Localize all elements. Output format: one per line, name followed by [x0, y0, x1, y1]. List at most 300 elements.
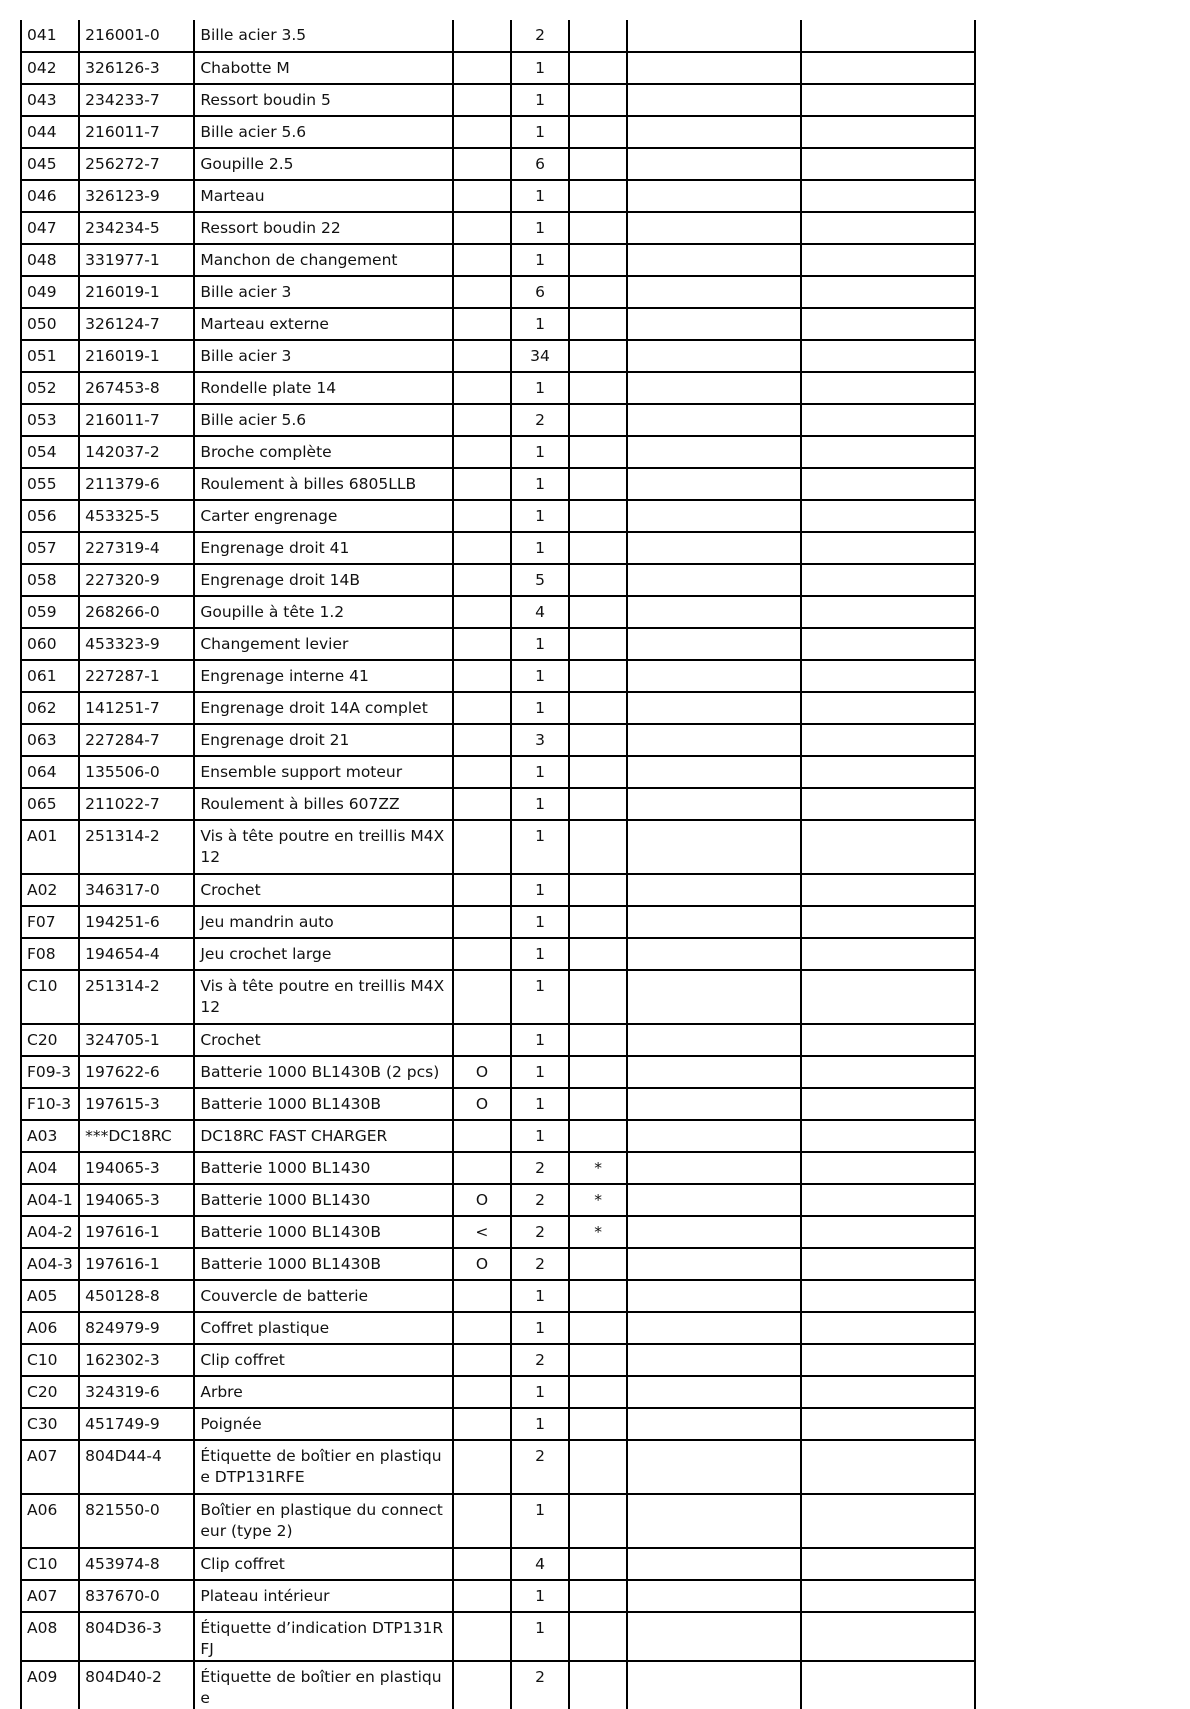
table-row	[21, 340, 975, 372]
note-cell	[453, 1120, 511, 1152]
empty-cell	[801, 500, 975, 532]
table-row	[21, 1376, 975, 1408]
note-cell	[453, 564, 511, 596]
empty-cell	[801, 532, 975, 564]
description-cell: Jeu crochet large	[194, 938, 453, 970]
ref-no-cell: A04-1	[21, 1184, 79, 1216]
note-cell	[453, 500, 511, 532]
table-row	[21, 116, 975, 148]
ref-no-cell: 045	[21, 148, 79, 180]
empty-cell	[801, 938, 975, 970]
part-no-cell: 216011-7	[79, 404, 194, 436]
empty-cell	[801, 660, 975, 692]
part-no-cell: 197616-1	[79, 1216, 194, 1248]
table-row	[21, 1580, 975, 1612]
empty-cell	[627, 212, 800, 244]
empty-cell	[801, 468, 975, 500]
ref-no-cell: 056	[21, 500, 79, 532]
table-row	[21, 596, 975, 628]
note-cell	[453, 180, 511, 212]
empty-cell	[801, 308, 975, 340]
empty-cell	[627, 1056, 800, 1088]
mark-cell	[569, 468, 627, 500]
note-cell	[453, 628, 511, 660]
description-cell: Poignée	[194, 1408, 453, 1440]
part-no-cell: 216019-1	[79, 276, 194, 308]
mark-cell	[569, 340, 627, 372]
ref-no-cell: C10	[21, 970, 79, 1024]
part-no-cell: 227287-1	[79, 660, 194, 692]
note-cell	[453, 372, 511, 404]
table-row	[21, 820, 975, 874]
quantity-cell: 2	[511, 1184, 569, 1216]
description-cell: Couvercle de batterie	[194, 1280, 453, 1312]
description-cell: Rondelle plate 14	[194, 372, 453, 404]
mark-cell: *	[569, 1184, 627, 1216]
ref-no-cell: 043	[21, 84, 79, 116]
empty-cell	[801, 340, 975, 372]
note-cell	[453, 596, 511, 628]
mark-cell	[569, 84, 627, 116]
quantity-cell: 2	[511, 1248, 569, 1280]
description-cell: Clip coffret	[194, 1548, 453, 1580]
ref-no-cell: 059	[21, 596, 79, 628]
empty-cell	[801, 906, 975, 938]
quantity-cell: 2	[511, 20, 569, 52]
quantity-cell: 1	[511, 1312, 569, 1344]
description-cell: Jeu mandrin auto	[194, 906, 453, 938]
description-cell: Roulement à billes 607ZZ	[194, 788, 453, 820]
note-cell	[453, 404, 511, 436]
mark-cell	[569, 276, 627, 308]
table-row	[21, 1280, 975, 1312]
mark-cell	[569, 212, 627, 244]
description-cell: Batterie 1000 BL1430	[194, 1184, 453, 1216]
empty-cell	[627, 1280, 800, 1312]
quantity-cell: 1	[511, 692, 569, 724]
ref-no-cell: A07	[21, 1580, 79, 1612]
empty-cell	[801, 1580, 975, 1612]
part-no-cell: 453974-8	[79, 1548, 194, 1580]
table-row	[21, 970, 975, 1024]
quantity-cell: 1	[511, 180, 569, 212]
description-cell: Clip coffret	[194, 1344, 453, 1376]
table-row	[21, 1152, 975, 1184]
quantity-cell: 1	[511, 1376, 569, 1408]
ref-no-cell: 058	[21, 564, 79, 596]
ref-no-cell: A01	[21, 820, 79, 874]
part-no-cell: 141251-7	[79, 692, 194, 724]
description-cell: Goupille à tête 1.2	[194, 596, 453, 628]
ref-no-cell: F10-3	[21, 1088, 79, 1120]
note-cell	[453, 1408, 511, 1440]
description-cell: Étiquette d’indication DTP131RFJ	[194, 1612, 453, 1661]
description-cell: Engrenage droit 14A complet	[194, 692, 453, 724]
note-cell	[453, 20, 511, 52]
table-row	[21, 1184, 975, 1216]
empty-cell	[801, 1661, 975, 1709]
quantity-cell: 1	[511, 244, 569, 276]
ref-no-cell: 061	[21, 660, 79, 692]
note-cell	[453, 692, 511, 724]
empty-cell	[627, 1580, 800, 1612]
description-cell: Marteau externe	[194, 308, 453, 340]
description-cell: Ensemble support moteur	[194, 756, 453, 788]
note-cell	[453, 1376, 511, 1408]
table-row	[21, 1056, 975, 1088]
mark-cell	[569, 1280, 627, 1312]
note-cell	[453, 84, 511, 116]
table-row	[21, 1612, 975, 1661]
empty-cell	[627, 1024, 800, 1056]
mark-cell	[569, 1661, 627, 1709]
part-no-cell: 268266-0	[79, 596, 194, 628]
empty-cell	[627, 532, 800, 564]
ref-no-cell: 042	[21, 52, 79, 84]
description-cell: Bille acier 3.5	[194, 20, 453, 52]
table-row	[21, 212, 975, 244]
part-no-cell: 804D44-4	[79, 1440, 194, 1494]
empty-cell	[627, 52, 800, 84]
empty-cell	[801, 1024, 975, 1056]
quantity-cell: 2	[511, 1440, 569, 1494]
quantity-cell: 1	[511, 1408, 569, 1440]
table-row	[21, 628, 975, 660]
empty-cell	[627, 1088, 800, 1120]
part-no-cell: 194065-3	[79, 1152, 194, 1184]
ref-no-cell: A03	[21, 1120, 79, 1152]
note-cell	[453, 212, 511, 244]
description-cell: Vis à tête poutre en treillis M4X12	[194, 970, 453, 1024]
ref-no-cell: 053	[21, 404, 79, 436]
ref-no-cell: F08	[21, 938, 79, 970]
empty-cell	[801, 1120, 975, 1152]
empty-cell	[801, 148, 975, 180]
empty-cell	[801, 436, 975, 468]
part-no-cell: 227284-7	[79, 724, 194, 756]
note-cell	[453, 756, 511, 788]
part-no-cell: 135506-0	[79, 756, 194, 788]
table-row	[21, 372, 975, 404]
ref-no-cell: 063	[21, 724, 79, 756]
mark-cell	[569, 148, 627, 180]
empty-cell	[627, 1184, 800, 1216]
empty-cell	[627, 596, 800, 628]
table-row	[21, 1312, 975, 1344]
empty-cell	[801, 564, 975, 596]
description-cell: Batterie 1000 BL1430B (2 pcs)	[194, 1056, 453, 1088]
empty-cell	[627, 1120, 800, 1152]
table-row	[21, 404, 975, 436]
part-no-cell: 197616-1	[79, 1248, 194, 1280]
quantity-cell: 2	[511, 1661, 569, 1709]
empty-cell	[627, 1376, 800, 1408]
part-no-cell: 234234-5	[79, 212, 194, 244]
ref-no-cell: A05	[21, 1280, 79, 1312]
part-no-cell: 251314-2	[79, 970, 194, 1024]
mark-cell: *	[569, 1152, 627, 1184]
empty-cell	[801, 596, 975, 628]
empty-cell	[627, 372, 800, 404]
note-cell	[453, 276, 511, 308]
note-cell	[453, 1580, 511, 1612]
note-cell: O	[453, 1184, 511, 1216]
table-row	[21, 906, 975, 938]
empty-cell	[627, 692, 800, 724]
mark-cell	[569, 20, 627, 52]
description-cell: Batterie 1000 BL1430B	[194, 1216, 453, 1248]
mark-cell	[569, 500, 627, 532]
description-cell: Changement levier	[194, 628, 453, 660]
table-row	[21, 468, 975, 500]
empty-cell	[801, 874, 975, 906]
empty-cell	[627, 1612, 800, 1661]
quantity-cell: 1	[511, 500, 569, 532]
empty-cell	[627, 340, 800, 372]
empty-cell	[801, 1088, 975, 1120]
part-no-cell: 821550-0	[79, 1494, 194, 1548]
note-cell: O	[453, 1248, 511, 1280]
description-cell: Crochet	[194, 1024, 453, 1056]
ref-no-cell: 046	[21, 180, 79, 212]
empty-cell	[627, 84, 800, 116]
note-cell	[453, 938, 511, 970]
mark-cell	[569, 564, 627, 596]
quantity-cell: 3	[511, 724, 569, 756]
mark-cell	[569, 938, 627, 970]
quantity-cell: 1	[511, 1612, 569, 1661]
quantity-cell: 1	[511, 820, 569, 874]
empty-cell	[801, 1184, 975, 1216]
quantity-cell: 1	[511, 938, 569, 970]
mark-cell	[569, 180, 627, 212]
mark-cell	[569, 532, 627, 564]
table-row	[21, 532, 975, 564]
part-no-cell: 256272-7	[79, 148, 194, 180]
quantity-cell: 1	[511, 436, 569, 468]
ref-no-cell: A02	[21, 874, 79, 906]
part-no-cell: 804D36-3	[79, 1612, 194, 1661]
empty-cell	[627, 1440, 800, 1494]
table-row	[21, 52, 975, 84]
note-cell	[453, 1440, 511, 1494]
empty-cell	[801, 1548, 975, 1580]
mark-cell	[569, 660, 627, 692]
note-cell	[453, 788, 511, 820]
empty-cell	[627, 1408, 800, 1440]
empty-cell	[801, 1280, 975, 1312]
part-no-cell: 267453-8	[79, 372, 194, 404]
part-no-cell: 227320-9	[79, 564, 194, 596]
table-row	[21, 1344, 975, 1376]
table-row	[21, 436, 975, 468]
ref-no-cell: C10	[21, 1344, 79, 1376]
description-cell: Engrenage interne 41	[194, 660, 453, 692]
ref-no-cell: 048	[21, 244, 79, 276]
quantity-cell: 2	[511, 1216, 569, 1248]
note-cell	[453, 820, 511, 874]
ref-no-cell: A09	[21, 1661, 79, 1709]
empty-cell	[801, 1440, 975, 1494]
ref-no-cell: C30	[21, 1408, 79, 1440]
quantity-cell: 1	[511, 1280, 569, 1312]
ref-no-cell: A08	[21, 1612, 79, 1661]
description-cell: Broche complète	[194, 436, 453, 468]
table-row	[21, 1120, 975, 1152]
quantity-cell: 1	[511, 628, 569, 660]
part-no-cell: 837670-0	[79, 1580, 194, 1612]
note-cell	[453, 724, 511, 756]
mark-cell	[569, 116, 627, 148]
empty-cell	[627, 1312, 800, 1344]
mark-cell	[569, 52, 627, 84]
empty-cell	[627, 500, 800, 532]
part-no-cell: 194065-3	[79, 1184, 194, 1216]
mark-cell	[569, 372, 627, 404]
quantity-cell: 1	[511, 116, 569, 148]
description-cell: Bille acier 3	[194, 340, 453, 372]
empty-cell	[801, 212, 975, 244]
ref-no-cell: 060	[21, 628, 79, 660]
quantity-cell: 5	[511, 564, 569, 596]
quantity-cell: 1	[511, 52, 569, 84]
mark-cell	[569, 1024, 627, 1056]
note-cell	[453, 1024, 511, 1056]
empty-cell	[801, 20, 975, 52]
quantity-cell: 2	[511, 1344, 569, 1376]
ref-no-cell: 064	[21, 756, 79, 788]
description-cell: Goupille 2.5	[194, 148, 453, 180]
quantity-cell: 34	[511, 340, 569, 372]
quantity-cell: 4	[511, 1548, 569, 1580]
part-no-cell: 326126-3	[79, 52, 194, 84]
part-no-cell: 326123-9	[79, 180, 194, 212]
part-no-cell: 804D40-2	[79, 1661, 194, 1709]
empty-cell	[627, 1548, 800, 1580]
part-no-cell: 194251-6	[79, 906, 194, 938]
ref-no-cell: 050	[21, 308, 79, 340]
empty-cell	[801, 180, 975, 212]
ref-no-cell: 041	[21, 20, 79, 52]
quantity-cell: 1	[511, 84, 569, 116]
part-no-cell: 194654-4	[79, 938, 194, 970]
part-no-cell: 227319-4	[79, 532, 194, 564]
ref-no-cell: A04-3	[21, 1248, 79, 1280]
part-no-cell: 346317-0	[79, 874, 194, 906]
quantity-cell: 6	[511, 276, 569, 308]
empty-cell	[627, 116, 800, 148]
note-cell	[453, 148, 511, 180]
description-cell: Batterie 1000 BL1430B	[194, 1248, 453, 1280]
quantity-cell: 2	[511, 404, 569, 436]
note-cell	[453, 532, 511, 564]
empty-cell	[801, 1312, 975, 1344]
table-row	[21, 20, 975, 52]
mark-cell	[569, 1344, 627, 1376]
quantity-cell: 1	[511, 1580, 569, 1612]
table-row	[21, 1088, 975, 1120]
table-row	[21, 1494, 975, 1548]
mark-cell: *	[569, 1216, 627, 1248]
empty-cell	[801, 372, 975, 404]
empty-cell	[801, 1152, 975, 1184]
mark-cell	[569, 692, 627, 724]
ref-no-cell: C20	[21, 1376, 79, 1408]
mark-cell	[569, 1612, 627, 1661]
table-row	[21, 660, 975, 692]
description-cell: Engrenage droit 41	[194, 532, 453, 564]
part-no-cell: 197615-3	[79, 1088, 194, 1120]
table-row	[21, 1216, 975, 1248]
quantity-cell: 1	[511, 468, 569, 500]
table-row	[21, 500, 975, 532]
note-cell	[453, 1612, 511, 1661]
empty-cell	[801, 84, 975, 116]
quantity-cell: 1	[511, 212, 569, 244]
part-no-cell: 331977-1	[79, 244, 194, 276]
description-cell: Bille acier 3	[194, 276, 453, 308]
part-no-cell: 162302-3	[79, 1344, 194, 1376]
ref-no-cell: A06	[21, 1494, 79, 1548]
note-cell: O	[453, 1088, 511, 1120]
parts-table-body	[21, 20, 975, 1709]
empty-cell	[801, 244, 975, 276]
empty-cell	[801, 1494, 975, 1548]
description-cell: Engrenage droit 14B	[194, 564, 453, 596]
mark-cell	[569, 1548, 627, 1580]
part-no-cell: ***DC18RC	[79, 1120, 194, 1152]
empty-cell	[627, 820, 800, 874]
empty-cell	[627, 1661, 800, 1709]
empty-cell	[627, 1344, 800, 1376]
description-cell: Arbre	[194, 1376, 453, 1408]
parts-list-table	[20, 20, 976, 1709]
table-row	[21, 788, 975, 820]
empty-cell	[801, 116, 975, 148]
parts-table	[20, 20, 976, 1709]
quantity-cell: 1	[511, 1024, 569, 1056]
ref-no-cell: F07	[21, 906, 79, 938]
table-row	[21, 244, 975, 276]
part-no-cell: 211379-6	[79, 468, 194, 500]
note-cell	[453, 116, 511, 148]
description-cell: Engrenage droit 21	[194, 724, 453, 756]
part-no-cell: 453325-5	[79, 500, 194, 532]
ref-no-cell: 057	[21, 532, 79, 564]
empty-cell	[801, 1344, 975, 1376]
ref-no-cell: A07	[21, 1440, 79, 1494]
mark-cell	[569, 874, 627, 906]
table-row	[21, 692, 975, 724]
quantity-cell: 6	[511, 148, 569, 180]
empty-cell	[627, 308, 800, 340]
quantity-cell: 1	[511, 874, 569, 906]
table-row	[21, 1548, 975, 1580]
empty-cell	[627, 874, 800, 906]
description-cell: DC18RC FAST CHARGER	[194, 1120, 453, 1152]
ref-no-cell: 052	[21, 372, 79, 404]
ref-no-cell: A04	[21, 1152, 79, 1184]
mark-cell	[569, 1120, 627, 1152]
table-row	[21, 1024, 975, 1056]
quantity-cell: 1	[511, 372, 569, 404]
note-cell	[453, 340, 511, 372]
description-cell: Étiquette de boîtier en plastique DTP131RFE	[194, 1440, 453, 1494]
description-cell: Batterie 1000 BL1430B	[194, 1088, 453, 1120]
description-cell: Coffret plastique	[194, 1312, 453, 1344]
empty-cell	[627, 276, 800, 308]
empty-cell	[801, 404, 975, 436]
